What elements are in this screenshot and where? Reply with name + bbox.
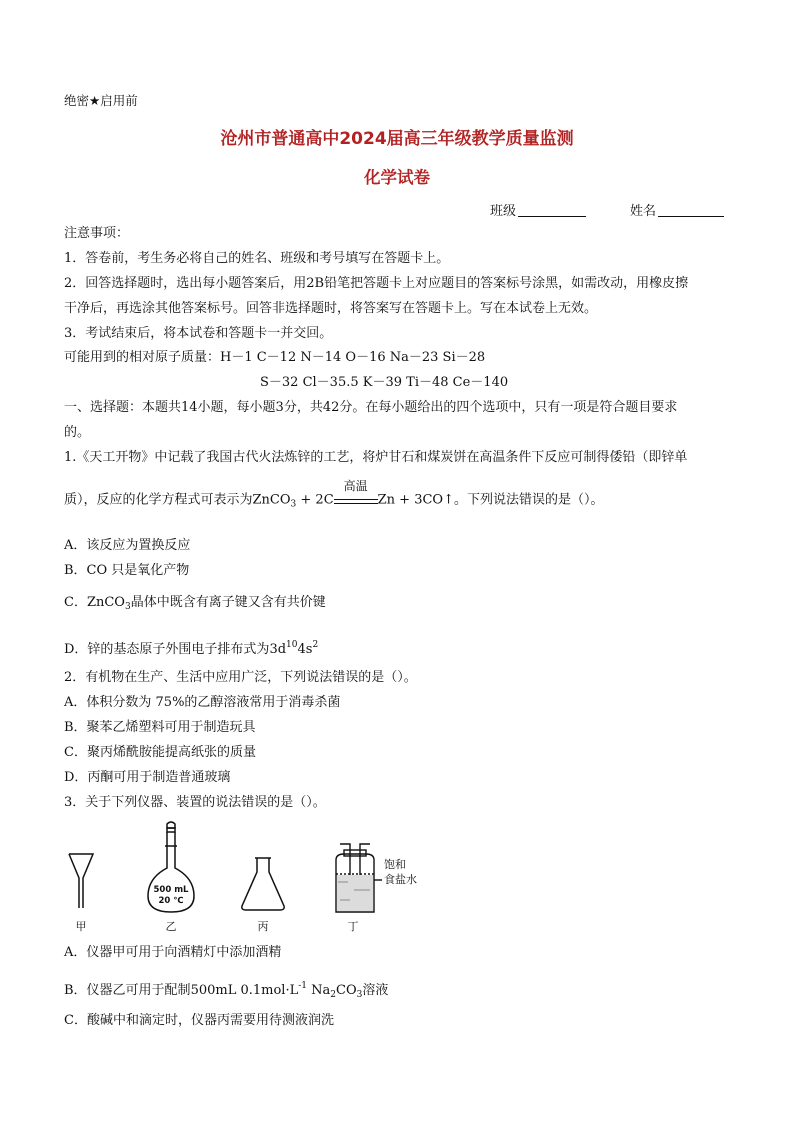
- bottle-label-brine: 食盐水: [384, 873, 417, 886]
- notes-heading: 注意事项：: [64, 226, 130, 241]
- name-blank[interactable]: [658, 203, 724, 217]
- q3-b-sub3: 3: [356, 990, 363, 1000]
- q1-option-b[interactable]: B．CO 只是氧化产物: [64, 563, 190, 578]
- q1-d-4s: 4s: [297, 642, 313, 657]
- q1-stem-post: 。下列说法错误的是（）。: [453, 492, 604, 508]
- section-heading-line2: 的。: [64, 425, 91, 440]
- apparatus-figure: [64, 820, 434, 940]
- bottle-liquid: [337, 875, 373, 911]
- q1-c-sub: 3: [124, 602, 131, 612]
- q1-d-sup10: 10: [286, 640, 298, 650]
- q3-b-na: Na: [307, 983, 331, 998]
- q1-d-3d: 3d: [269, 642, 287, 657]
- class-label: 班级: [490, 204, 517, 219]
- atomic-mass-line2: S－32 Cl－35.5 K－39 Ti－48 Ce－140: [260, 375, 509, 390]
- note-2b: 干净后，再选涂其他答案标号。回答非选择题时，将答案写在答题卡上。写在本试卷上无效。: [64, 301, 598, 316]
- q3-b-co: CO: [336, 983, 357, 998]
- class-field: [490, 200, 586, 219]
- q1-d-text: D．锌的基态原子外围电子排布式为: [64, 642, 270, 657]
- equation-left: ZnCO: [252, 492, 291, 508]
- q1-c-text: 晶体中既含有离子键又含有共价键: [130, 595, 326, 610]
- bottle-label-saturated: 饱和: [384, 858, 406, 871]
- q3-option-a[interactable]: A．仪器甲可用于向酒精灯中添加酒精: [64, 945, 282, 960]
- q2-option-d[interactable]: D．丙酮可用于制造普通玻璃: [64, 770, 231, 785]
- atomic-mass-line1: 可能用到的相对原子质量：H－1 C－12 N－14 O－16 Na－23 Si－28: [64, 350, 486, 365]
- q1-stem-line1: 1.《天工开物》中记载了我国古代火法炼锌的工艺，将炉甘石和煤炭饼在高温条件下反应可制得倭铅（即锌单: [64, 450, 688, 465]
- figure-label-bing: 丙: [257, 920, 269, 933]
- conical-flask-icon: [242, 858, 284, 910]
- flask-capacity: 500 mL: [153, 885, 189, 895]
- class-blank[interactable]: [518, 203, 586, 217]
- q3-b-prefix: B．仪器乙可用于配制: [64, 983, 191, 998]
- q2-option-c[interactable]: C．聚丙烯酰胺能提高纸张的质量: [64, 745, 256, 760]
- flask-temperature: 20 ℃: [158, 896, 184, 906]
- note-3: 3．考试结束后，将本试卷和答题卡一并交回。: [64, 326, 333, 341]
- figure-label-ding: 丁: [347, 920, 359, 933]
- section-heading-line1: 一、选择题：本题共14小题，每小题3分，共42分。在每小题给出的四个选项中，只有一项是符合题目要求: [64, 400, 678, 415]
- q1-option-c[interactable]: [64, 595, 326, 615]
- reaction-condition: 高温: [343, 479, 368, 493]
- note-1: 1．答卷前，考生务必将自己的姓名、班级和考号填写在答题卡上。: [64, 251, 450, 266]
- figure-label-yi: 乙: [165, 920, 177, 933]
- q3-option-c[interactable]: C．酸碱中和滴定时，仪器丙需要用待测液润洗: [64, 1013, 334, 1028]
- reaction-arrow: [334, 479, 378, 508]
- q1-option-d[interactable]: [64, 637, 318, 658]
- equation-sub: 3: [290, 499, 297, 510]
- subject-title: 化学试卷: [364, 168, 430, 187]
- q2-option-a[interactable]: A．体积分数为 75%的乙醇溶液常用于消毒杀菌: [64, 695, 341, 710]
- q1-c-prefix: C．: [64, 595, 87, 610]
- equals-bar: [334, 499, 378, 504]
- q2-option-b[interactable]: B．聚苯乙烯塑料可用于制造玩具: [64, 720, 256, 735]
- q3-b-suffix: 溶液: [362, 983, 389, 998]
- figure-label-jia: 甲: [75, 920, 87, 933]
- q3-option-b[interactable]: [64, 978, 388, 1003]
- q1-option-a[interactable]: A．该反应为置换反应: [64, 538, 191, 553]
- confidential-mark: 绝密★启用前: [64, 93, 138, 108]
- q3-stem: 3．关于下列仪器、装置的说法错误的是（）。: [64, 795, 326, 810]
- name-label: 姓名: [630, 204, 657, 219]
- exam-title: 沧州市普通高中2024届高三年级教学质量监测: [220, 129, 574, 149]
- q1-stem-line2: [64, 479, 604, 513]
- note-2a: 2．回答选择题时，选出每小题答案后，用2B铅笔把答题卡上对应题目的答案标号涂黑，如需改动，用橡皮擦: [64, 276, 689, 291]
- equation-plus: + 2C: [296, 492, 334, 508]
- q1-d-sup2: 2: [312, 640, 319, 650]
- q3-b-concentration: 500mL 0.1mol·L: [190, 983, 299, 998]
- q2-stem: 2．有机物在生产、生活中应用广泛，下列说法错误的是（）。: [64, 670, 417, 685]
- equation-right: Zn + 3CO↑: [377, 492, 454, 508]
- q3-b-sub2: 2: [330, 990, 336, 1000]
- q1-stem-pre: 质），反应的化学方程式可表示为: [64, 492, 253, 508]
- q1-c-formula: ZnCO: [86, 595, 125, 610]
- q3-b-sup: -1: [298, 981, 307, 991]
- funnel-icon: [69, 854, 93, 908]
- name-field: [630, 200, 724, 219]
